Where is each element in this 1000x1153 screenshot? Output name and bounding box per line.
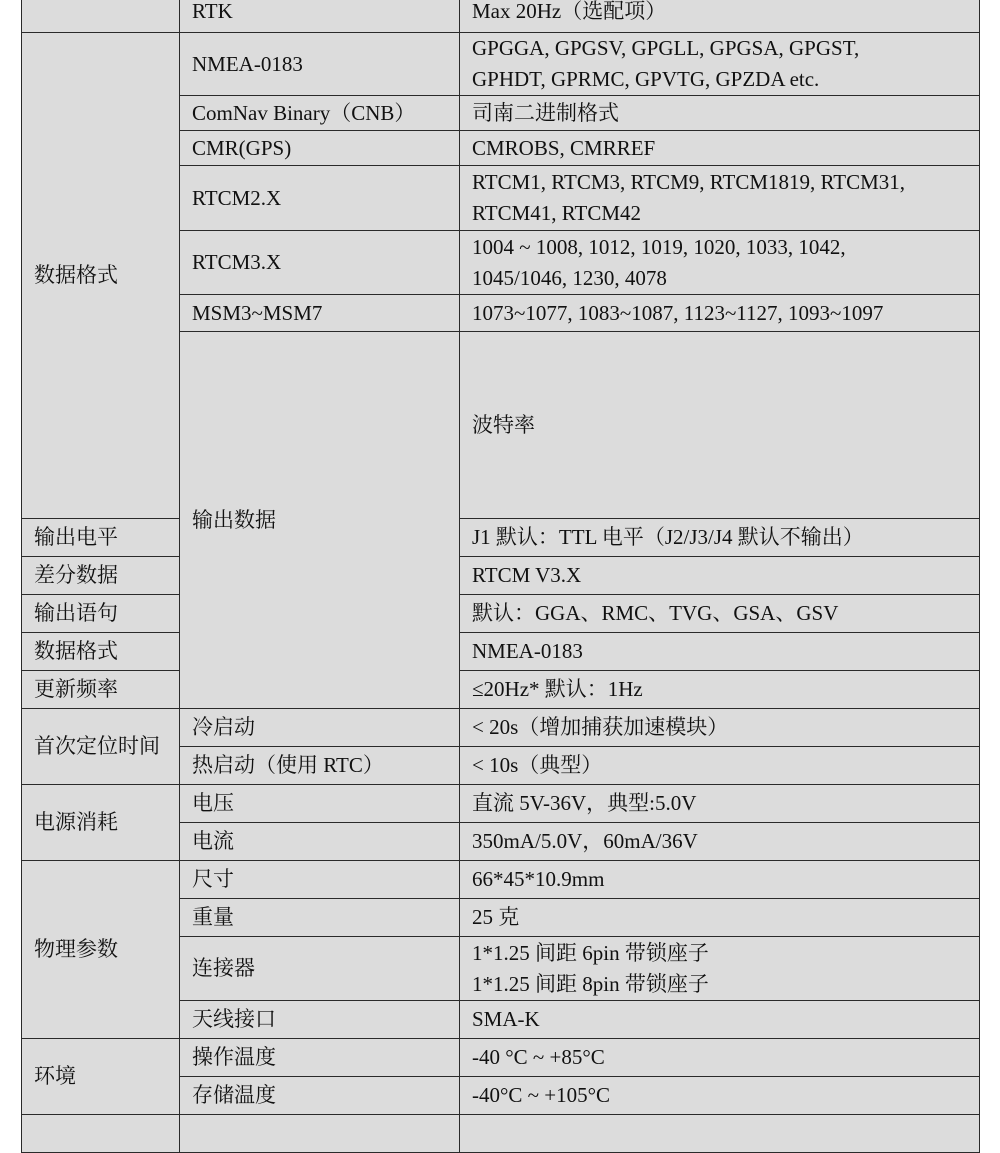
param-value-clipped (460, 1115, 980, 1153)
param-label: 输出语句 (22, 595, 180, 633)
param-value: 直流 5V-36V，典型:5.0V (460, 785, 980, 823)
param-label: RTK (180, 0, 460, 33)
spec-table (21, 0, 980, 1153)
param-value: ≤20Hz* 默认：1Hz (460, 671, 980, 709)
param-value: 350mA/5.0V，60mA/36V (460, 823, 980, 861)
param-value: 司南二进制格式 (460, 96, 980, 131)
param-value: GPGGA, GPGSV, GPGLL, GPGSA, GPGST, GPHDT, GPRMC, GPVTG, GPZDA etc. (460, 33, 980, 96)
param-label: 尺寸 (180, 861, 460, 899)
table-row (22, 861, 980, 899)
category-output-data: 输出数据 (180, 332, 460, 709)
category-power: 电源消耗 (22, 785, 180, 861)
category-data-format: 数据格式 (22, 33, 180, 519)
category-environment: 环境 (22, 1039, 180, 1115)
param-value: SMA-K (460, 1001, 980, 1039)
param-label: ComNav Binary（CNB） (180, 96, 460, 131)
param-value: J1 默认：TTL 电平（J2/J3/J4 默认不输出） (460, 519, 980, 557)
category-cell-clipped (22, 1115, 180, 1153)
table-row (22, 709, 980, 747)
param-label: 热启动（使用 RTC） (180, 747, 460, 785)
param-value: 1004 ~ 1008, 1012, 1019, 1020, 1033, 1042, 1045/1046, 1230, 4078 (460, 231, 980, 295)
param-value: 1*1.25 间距 6pin 带锁座子 1*1.25 间距 8pin 带锁座子 (460, 937, 980, 1001)
param-label: 数据格式 (22, 633, 180, 671)
param-label: 差分数据 (22, 557, 180, 595)
param-label: 连接器 (180, 937, 460, 1001)
category-cell-clipped (22, 0, 180, 33)
param-value: 1073~1077, 1083~1087, 1123~1127, 1093~1097 (460, 295, 980, 332)
table-row (22, 595, 980, 633)
param-label: 重量 (180, 899, 460, 937)
param-value: -40 °C ~ +85°C (460, 1039, 980, 1077)
param-label-clipped (180, 1115, 460, 1153)
param-label: NMEA-0183 (180, 33, 460, 96)
param-label: 天线接口 (180, 1001, 460, 1039)
param-label: CMR(GPS) (180, 131, 460, 166)
param-value: 25 克 (460, 899, 980, 937)
param-value: 66*45*10.9mm (460, 861, 980, 899)
param-label: RTCM3.X (180, 231, 460, 295)
table-row (22, 1039, 980, 1077)
param-label: RTCM2.X (180, 166, 460, 231)
param-label: 更新频率 (22, 671, 180, 709)
table-row (22, 0, 980, 33)
param-label: 电流 (180, 823, 460, 861)
param-label: 操作温度 (180, 1039, 460, 1077)
param-value: 默认：GGA、RMC、TVG、GSA、GSV (460, 595, 980, 633)
table-row (22, 633, 980, 671)
table-row (22, 33, 980, 96)
param-value: CMROBS, CMRREF (460, 131, 980, 166)
param-label: 输出电平 (22, 519, 180, 557)
table-row (22, 557, 980, 595)
param-value: NMEA-0183 (460, 633, 980, 671)
param-value: RTCM1, RTCM3, RTCM9, RTCM1819, RTCM31, RTCM41, RTCM42 (460, 166, 980, 231)
param-label: 冷启动 (180, 709, 460, 747)
param-label: 存储温度 (180, 1077, 460, 1115)
param-value: -40°C ~ +105°C (460, 1077, 980, 1115)
category-physical: 物理参数 (22, 861, 180, 1039)
category-ttff: 首次定位时间 (22, 709, 180, 785)
table-row (22, 519, 980, 557)
table-row (22, 671, 980, 709)
param-value: < 10s（典型） (460, 747, 980, 785)
param-label: 波特率 (460, 332, 980, 519)
table-row (22, 785, 980, 823)
param-label: 电压 (180, 785, 460, 823)
param-value: Max 20Hz（选配项） (460, 0, 980, 33)
param-value: RTCM V3.X (460, 557, 980, 595)
param-value: < 20s（增加捕获加速模块） (460, 709, 980, 747)
param-label: MSM3~MSM7 (180, 295, 460, 332)
table-row-clipped (22, 1115, 980, 1153)
